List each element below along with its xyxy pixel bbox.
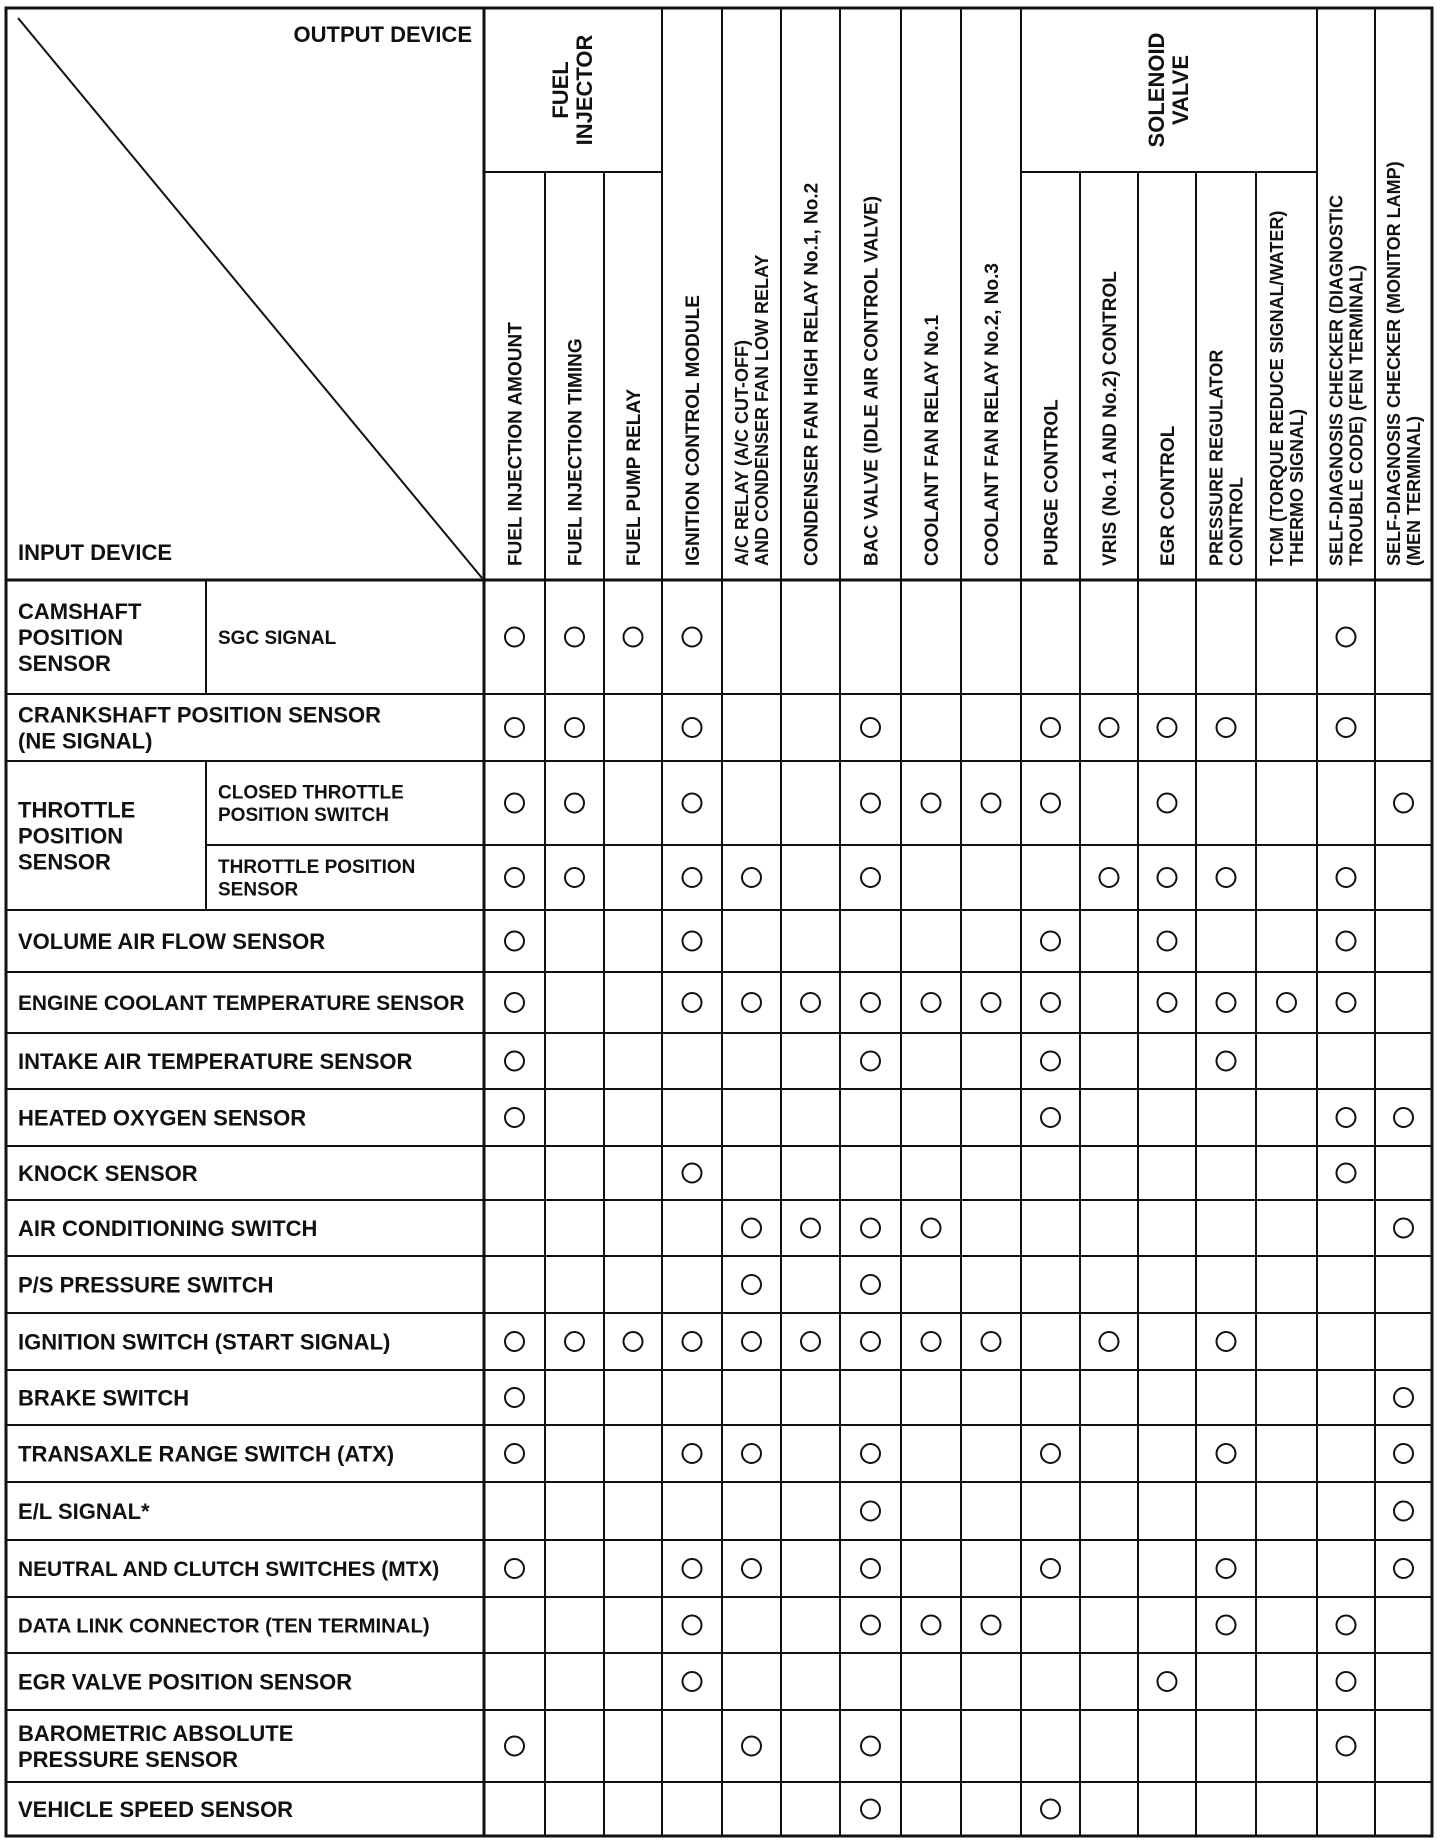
row-label: POSITION — [18, 823, 124, 849]
column-header-label: COOLANT FAN RELAY No.2, No.3 — [981, 263, 1003, 566]
column-header-label: PRESSURE REGULATOR — [1206, 349, 1227, 566]
row-label: CAMSHAFT — [18, 598, 142, 624]
row-label: SENSOR — [18, 650, 111, 676]
circle-mark — [565, 1332, 584, 1351]
circle-mark — [1100, 718, 1119, 737]
column-header-label: BAC VALVE (IDLE AIR CONTROL VALVE) — [861, 195, 883, 566]
circle-mark — [861, 1502, 880, 1521]
circle-mark — [861, 1275, 880, 1294]
circle-mark — [742, 1444, 761, 1463]
circle-mark — [683, 993, 702, 1012]
circle-mark — [683, 1444, 702, 1463]
row-label: IGNITION SWITCH (START SIGNAL) — [18, 1329, 391, 1355]
circle-mark — [1394, 1388, 1413, 1407]
circle-mark — [922, 794, 941, 813]
row-labels — [18, 599, 464, 1822]
row-label: (NE SIGNAL) — [18, 728, 153, 754]
column-header-label: COOLANT FAN RELAY No.1 — [921, 314, 943, 566]
circle-mark — [982, 1616, 1001, 1635]
circle-mark — [1337, 993, 1356, 1012]
row-label: PRESSURE SENSOR — [18, 1746, 239, 1772]
circle-mark — [861, 1332, 880, 1351]
circle-mark — [861, 1219, 880, 1238]
column-header-label: AND CONDENSER FAN LOW RELAY — [751, 254, 772, 566]
row-label: NEUTRAL AND CLUTCH SWITCHES (MTX) — [18, 1558, 440, 1582]
circle-mark — [505, 993, 524, 1012]
circle-mark — [982, 1332, 1001, 1351]
circle-mark — [1217, 1616, 1236, 1635]
circle-mark — [982, 794, 1001, 813]
circle-mark — [505, 1388, 524, 1407]
circle-mark — [683, 628, 702, 647]
circle-mark — [683, 1559, 702, 1578]
circle-mark — [683, 868, 702, 887]
column-header-label: SELF-DIAGNOSIS CHECKER (MONITOR LAMP) — [1383, 161, 1404, 566]
circle-mark — [505, 1559, 524, 1578]
column-header-label: (MEN TERMINAL) — [1403, 416, 1424, 566]
row-label: P/S PRESSURE SWITCH — [18, 1272, 274, 1298]
circle-mark — [683, 718, 702, 737]
column-header-label: TCM (TORQUE REDUCE SIGNAL/WATER) — [1266, 210, 1287, 566]
circle-mark — [861, 1800, 880, 1819]
column-headers — [505, 33, 1424, 566]
input-device-label: INPUT DEVICE — [18, 540, 173, 565]
circle-mark — [1100, 1332, 1119, 1351]
row-label: E/L SIGNAL* — [18, 1498, 150, 1524]
row-label: SENSOR — [18, 849, 111, 875]
row-label: BAROMETRIC ABSOLUTE — [18, 1720, 294, 1746]
circle-mark — [1217, 993, 1236, 1012]
circle-mark — [1041, 1800, 1060, 1819]
column-header-label: CONDENSER FAN HIGH RELAY No.1, No.2 — [801, 182, 823, 566]
circle-mark — [683, 932, 702, 951]
group-header-label: SOLENOID — [1144, 32, 1169, 148]
circle-mark — [1394, 794, 1413, 813]
circle-mark — [742, 1219, 761, 1238]
corner-diagonal — [18, 18, 482, 578]
circle-mark — [1041, 932, 1060, 951]
circle-mark — [1041, 1444, 1060, 1463]
group-header-label: INJECTOR — [572, 34, 597, 146]
circle-mark — [861, 1444, 880, 1463]
circle-mark — [1217, 1444, 1236, 1463]
circle-mark — [861, 1559, 880, 1578]
circle-mark — [1394, 1444, 1413, 1463]
circle-mark — [801, 1219, 820, 1238]
output-device-label: OUTPUT DEVICE — [293, 22, 472, 47]
row-label: AIR CONDITIONING SWITCH — [18, 1215, 318, 1241]
row-label: KNOCK SENSOR — [18, 1160, 198, 1186]
circle-mark — [1337, 932, 1356, 951]
circle-mark — [1394, 1108, 1413, 1127]
row-label: VOLUME AIR FLOW SENSOR — [18, 928, 326, 954]
column-header-label: SELF-DIAGNOSIS CHECKER (DIAGNOSTIC — [1326, 194, 1347, 566]
row-label: TRANSAXLE RANGE SWITCH (ATX) — [18, 1441, 395, 1467]
column-header-label: THERMO SIGNAL) — [1286, 409, 1307, 566]
circle-mark — [861, 1052, 880, 1071]
circle-mark — [505, 1108, 524, 1127]
circle-mark — [1158, 1672, 1177, 1691]
circle-mark — [505, 628, 524, 647]
circle-mark — [1337, 628, 1356, 647]
row-sub-label: CLOSED THROTTLE — [218, 782, 404, 804]
group-header-label: VALVE — [1168, 54, 1193, 126]
circle-mark — [742, 1275, 761, 1294]
circle-mark — [683, 1332, 702, 1351]
circle-mark — [624, 1332, 643, 1351]
circle-mark — [1158, 932, 1177, 951]
circle-mark — [505, 1737, 524, 1756]
circle-mark — [683, 1672, 702, 1691]
circle-mark — [1217, 1052, 1236, 1071]
circle-mark — [505, 794, 524, 813]
circle-mark — [505, 932, 524, 951]
circle-mark — [1158, 718, 1177, 737]
column-header-label: TROUBLE CODE) (FEN TERMINAL) — [1346, 265, 1367, 566]
circle-mark — [1041, 1052, 1060, 1071]
circle-mark — [801, 993, 820, 1012]
circle-mark — [505, 1332, 524, 1351]
column-header-label: FUEL PUMP RELAY — [623, 388, 645, 566]
circle-mark — [801, 1332, 820, 1351]
circle-mark — [861, 868, 880, 887]
column-header-label: A/C RELAY (A/C CUT-OFF) — [731, 339, 752, 566]
circle-mark — [1337, 868, 1356, 887]
circle-mark — [1277, 993, 1296, 1012]
circle-mark — [1041, 794, 1060, 813]
circle-mark — [565, 794, 584, 813]
circle-mark — [1158, 993, 1177, 1012]
circle-mark — [922, 993, 941, 1012]
circle-mark — [922, 1332, 941, 1351]
circle-mark — [1041, 1559, 1060, 1578]
circle-mark — [742, 1332, 761, 1351]
row-label: INTAKE AIR TEMPERATURE SENSOR — [18, 1048, 413, 1074]
column-header-label: VRIS (No.1 AND No.2) CONTROL — [1099, 271, 1121, 566]
row-label: ENGINE COOLANT TEMPERATURE SENSOR — [18, 992, 465, 1016]
circle-mark — [565, 628, 584, 647]
row-label: CRANKSHAFT POSITION SENSOR — [18, 702, 382, 728]
circle-mark — [683, 794, 702, 813]
circle-mark — [505, 1052, 524, 1071]
row-sub-label: SENSOR — [218, 879, 299, 901]
circle-mark — [742, 1737, 761, 1756]
row-sub-label: POSITION SWITCH — [218, 805, 389, 827]
row-label: DATA LINK CONNECTOR (TEN TERMINAL) — [18, 1615, 430, 1638]
circle-mark — [1337, 1672, 1356, 1691]
circle-mark — [1394, 1502, 1413, 1521]
circle-mark — [861, 1616, 880, 1635]
circle-mark — [1041, 718, 1060, 737]
column-header-label: FUEL INJECTION TIMING — [565, 338, 587, 566]
circle-mark — [565, 718, 584, 737]
circle-mark — [683, 1616, 702, 1635]
circle-mark — [1100, 868, 1119, 887]
circle-mark — [1337, 1164, 1356, 1183]
row-sub-label: THROTTLE POSITION — [218, 857, 416, 879]
circle-mark — [624, 628, 643, 647]
circle-mark — [1158, 794, 1177, 813]
circle-mark — [1394, 1219, 1413, 1238]
row-label: VEHICLE SPEED SENSOR — [18, 1796, 294, 1822]
row-label: THROTTLE — [18, 797, 136, 823]
circle-mark — [982, 993, 1001, 1012]
column-header-label: IGNITION CONTROL MODULE — [682, 295, 704, 566]
circle-mark — [1217, 1559, 1236, 1578]
circle-mark — [683, 1164, 702, 1183]
circle-mark — [1158, 868, 1177, 887]
group-header-label: FUEL — [548, 61, 573, 119]
circle-marks — [505, 628, 1413, 1819]
circle-mark — [922, 1616, 941, 1635]
circle-mark — [565, 868, 584, 887]
circle-mark — [1394, 1559, 1413, 1578]
row-label: EGR VALVE POSITION SENSOR — [18, 1669, 353, 1695]
circle-mark — [505, 1444, 524, 1463]
row-sub-label: SGC SIGNAL — [218, 627, 337, 649]
circle-mark — [742, 868, 761, 887]
circle-mark — [505, 718, 524, 737]
circle-mark — [742, 993, 761, 1012]
column-header-label: FUEL INJECTION AMOUNT — [505, 322, 527, 566]
circle-mark — [1217, 868, 1236, 887]
circle-mark — [1337, 1108, 1356, 1127]
column-header-label: PURGE CONTROL — [1041, 399, 1063, 566]
circle-mark — [861, 993, 880, 1012]
circle-mark — [861, 718, 880, 737]
circle-mark — [861, 1737, 880, 1756]
circle-mark — [505, 868, 524, 887]
row-label: BRAKE SWITCH — [18, 1385, 190, 1411]
circle-mark — [922, 1219, 941, 1238]
column-header-label: EGR CONTROL — [1157, 425, 1179, 566]
circle-mark — [1337, 1737, 1356, 1756]
circle-mark — [1337, 718, 1356, 737]
row-label: HEATED OXYGEN SENSOR — [18, 1105, 307, 1131]
circle-mark — [1217, 718, 1236, 737]
circle-mark — [861, 794, 880, 813]
circle-mark — [742, 1559, 761, 1578]
circle-mark — [1041, 993, 1060, 1012]
circle-mark — [1041, 1108, 1060, 1127]
circle-mark — [1217, 1332, 1236, 1351]
column-header-label: CONTROL — [1226, 477, 1247, 566]
row-label: POSITION — [18, 624, 124, 650]
circle-mark — [1337, 1616, 1356, 1635]
